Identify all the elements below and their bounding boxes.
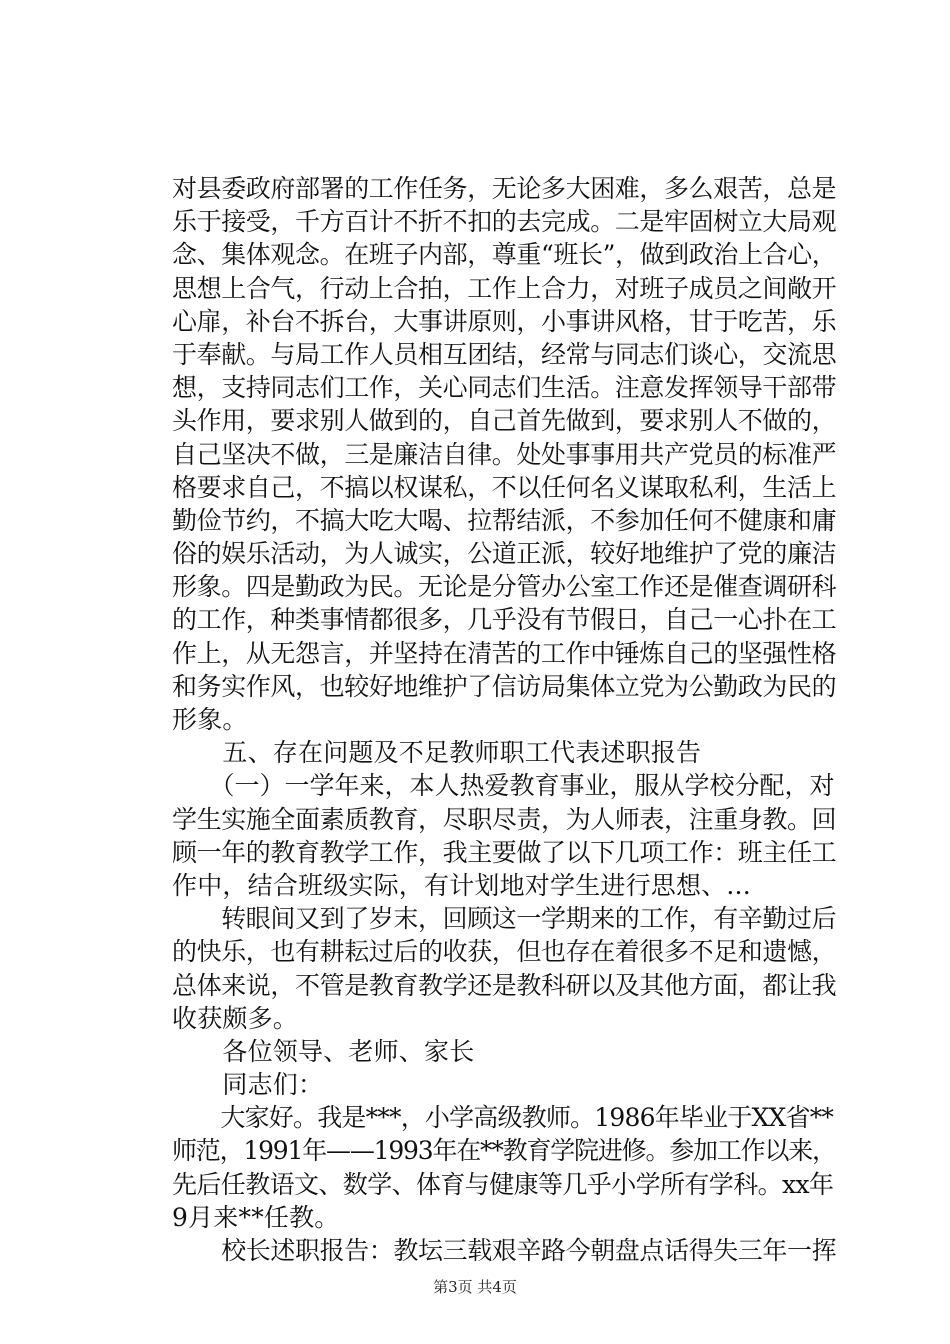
text-line: 总体来说，不管是教育教学还是教科研以及其他方面，都让我 — [172, 970, 837, 1000]
text-line: 收获颇多。 — [172, 1003, 299, 1033]
text-line: 形象。 — [172, 705, 248, 734]
text-line: 作上，从无怨言，并坚持在清苦的工作中锤炼自己的坚强性格 — [172, 638, 837, 668]
text-line: 俗的娱乐活动，为人诚实，公道正派，较好地维护了党的廉洁 — [172, 539, 837, 569]
text-line: 先后任教语文、数学、体育与健康等几乎小学所有学科。xx年 — [172, 1169, 834, 1199]
document-body — [172, 172, 837, 1267]
text-line: 对县委政府部署的工作任务，无论多大困难，多么艰苦，总是 — [172, 174, 837, 203]
salutation-line: 同志们： — [172, 1070, 324, 1100]
text-line: 形象。四是勤政为民。无论是分管办公室工作还是催查调研科 — [172, 572, 837, 602]
text-line: 念、集体观念。在班子内部，尊重“班长”，做到政治上合心， — [172, 240, 837, 270]
text-line: 头作用，要求别人做到的，自己首先做到，要求别人不做的， — [172, 406, 837, 436]
text-line: 师范，1991年——1993年在**教育学院进修。参加工作以来， — [172, 1136, 836, 1166]
text-line: 转眼间又到了岁末，回顾这一学期来的工作，有辛勤过后 — [172, 904, 837, 934]
text-line: 顾一年的教育教学工作，我主要做了以下几项工作：班主任工 — [172, 837, 837, 867]
text-line: 于奉献。与局工作人员相互团结，经常与同志们谈心，交流思 — [172, 339, 837, 369]
salutation-line: 各位领导、老师、家长 — [172, 1036, 475, 1066]
section-heading: 五、存在问题及不足教师职工代表述职报告 — [172, 738, 702, 768]
text-line: 9月来**任教。 — [172, 1202, 340, 1232]
text-line: 的快乐，也有耕耘过后的收获，但也存在着很多不足和遗憾， — [172, 937, 837, 967]
text-line: 作中，结合班级实际，有计划地对学生进行思想、... — [172, 870, 751, 900]
text-line: 大家好。我是***，小学高级教师。1986年毕业于XX省** — [172, 1103, 834, 1133]
text-line: 和务实作风，也较好地维护了信访局集体立党为公勤政为民的 — [172, 671, 837, 701]
text-line: 想，支持同志们工作，关心同志们生活。注意发挥领导干部带 — [172, 373, 837, 403]
text-line: 心扉，补台不拆台，大事讲原则，小事讲风格，甘于吃苦，乐 — [172, 306, 837, 336]
page-number-footer: 第3页 共4页 — [433, 1278, 517, 1296]
text-line: 学生实施全面素质教育，尽职尽责，为人师表，注重身教。回 — [172, 804, 837, 834]
text-line: （一）一学年来，本人热爱教育事业，服从学校分配，对 — [172, 771, 835, 801]
text-line: 格要求自己，不搞以权谋私，不以任何名义谋取私利，生活上 — [172, 472, 837, 502]
text-line: 思想上合气，行动上合拍，工作上合力，对班子成员之间敞开 — [172, 273, 837, 303]
text-line: 自己坚决不做，三是廉洁自律。处处事事用共产党员的标准严 — [172, 439, 837, 469]
text-line: 校长述职报告：教坛三载艰辛路今朝盘点话得失三年一挥 — [172, 1236, 837, 1265]
text-line: 乐于接受，千方百计不折不扣的去完成。二是牢固树立大局观 — [172, 207, 837, 237]
text-line: 勤俭节约，不搞大吃大喝、拉帮结派，不参加任何不健康和庸 — [172, 505, 837, 535]
text-line: 的工作，种类事情都很多，几乎没有节假日，自己一心扑在工 — [172, 605, 837, 635]
